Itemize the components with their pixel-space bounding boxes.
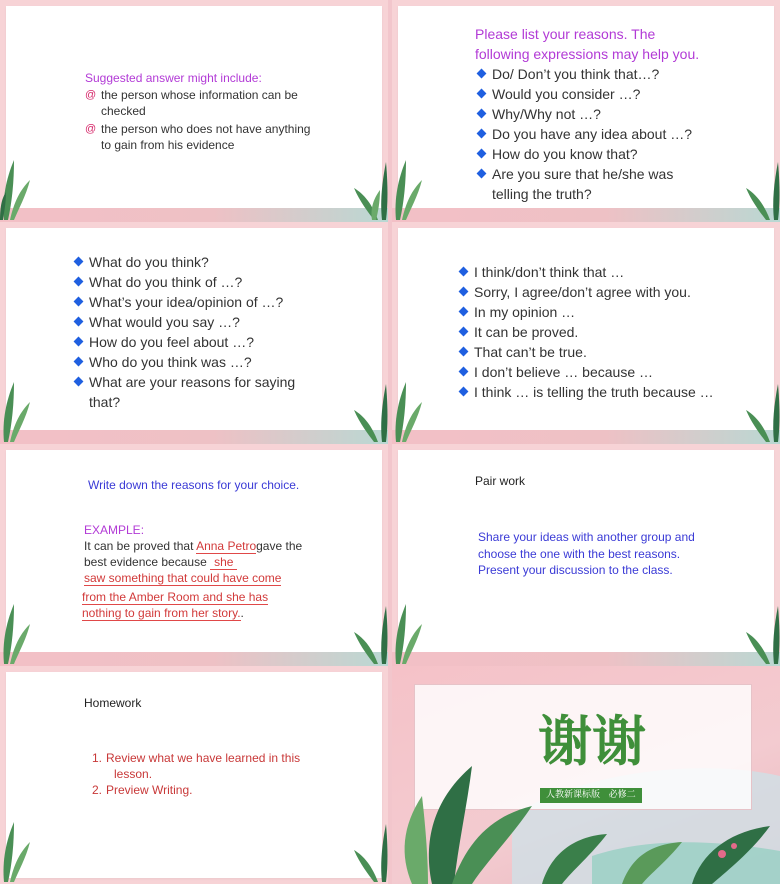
slide-1[interactable] <box>0 0 388 222</box>
plant-right-icon <box>352 602 388 664</box>
diamond-bullet-icon <box>459 287 469 297</box>
bottom-band <box>392 430 780 444</box>
suggested-heading: Suggested answer might include: <box>85 71 262 85</box>
list-heading: Please list your reasons. The following expressions may help you. <box>475 26 700 62</box>
diamond-bullet-icon <box>74 297 84 307</box>
list-item: Are you sure that he/she was telling the truth? <box>476 164 756 204</box>
slide-8[interactable] <box>392 666 780 884</box>
list-item: In my opinion … <box>458 302 758 322</box>
plant-left-icon <box>392 598 424 664</box>
list-item: Sorry, I agree/don’t agree with you. <box>458 282 758 302</box>
diamond-bullet-icon <box>459 387 469 397</box>
plant-right-icon <box>352 380 388 442</box>
pair-work-text: Share your ideas with another group and choose the one with the best reasons. Present your discussion to the class. <box>478 530 695 577</box>
bottom-band <box>392 652 780 666</box>
slide-4[interactable] <box>392 222 780 444</box>
list-item: I think … is telling the truth because … <box>458 382 758 402</box>
list-item: Do you have any idea about …? <box>476 124 756 144</box>
slide-3[interactable] <box>0 222 388 444</box>
diamond-bullet-icon <box>459 367 469 377</box>
list-item: What do you think of …? <box>73 272 333 292</box>
list-item: I don’t believe … because … <box>458 362 758 382</box>
instruction-text: Write down the reasons for your choice. <box>88 478 300 492</box>
plant-right-icon <box>744 602 780 664</box>
list-item: What’s your idea/opinion of …? <box>73 292 333 312</box>
list-item: That can’t be true. <box>458 342 758 362</box>
diamond-bullet-icon <box>477 129 487 139</box>
diamond-bullet-icon <box>459 267 469 277</box>
answer-line-1: saw something that could have come <box>84 571 282 585</box>
answer-line-2: from the Amber Room and she has <box>82 590 269 604</box>
plant-left-icon <box>0 816 32 882</box>
list-item: 2. Preview Writing. <box>92 783 193 797</box>
plant-left-icon <box>0 376 32 442</box>
diamond-bullet-icon <box>477 89 487 99</box>
at-bullet-icon: @ <box>85 123 97 135</box>
homework-list <box>92 750 332 798</box>
diamond-bullet-icon <box>74 357 84 367</box>
diamond-bullet-icon <box>477 169 487 179</box>
expression-list <box>476 64 756 204</box>
plant-left-icon <box>0 154 32 220</box>
answer-name: Anna Petro <box>196 539 257 553</box>
list-item: 1. Review what we have learned in this lesson. <box>92 751 301 781</box>
bottom-band <box>0 430 388 444</box>
plant-left-icon <box>392 154 424 220</box>
diamond-bullet-icon <box>477 69 487 79</box>
plant-left-icon <box>392 376 424 442</box>
diamond-bullet-icon <box>459 327 469 337</box>
example-line-1: It can be proved that Anna Petrogave the <box>84 539 303 553</box>
list-item: @ the person whose information can be checked <box>85 88 298 118</box>
plant-right-icon <box>744 158 780 220</box>
question-list <box>73 252 333 412</box>
list-item: It can be proved. <box>458 322 758 342</box>
list-item: What do you think? <box>73 252 333 272</box>
diamond-bullet-icon <box>477 149 487 159</box>
list-item: What are your reasons for saying that? <box>73 372 333 412</box>
diamond-bullet-icon <box>74 277 84 287</box>
diamond-bullet-icon <box>74 377 84 387</box>
diamond-bullet-icon <box>74 317 84 327</box>
diamond-bullet-icon <box>477 109 487 119</box>
tropical-plants-icon <box>392 666 780 884</box>
slide-7[interactable] <box>0 666 388 884</box>
plant-right-icon <box>352 158 388 220</box>
slide-title: Pair work <box>475 474 526 488</box>
slide-2[interactable] <box>392 0 780 222</box>
list-item: Why/Why not …? <box>476 104 756 124</box>
list-item: @ the person who does not have anything to gain from his evidence <box>85 122 311 152</box>
plant-right-icon <box>744 380 780 442</box>
plant-right-icon <box>352 820 388 882</box>
list-item: Who do you think was …? <box>73 352 333 372</box>
list-item: Do/ Don’t you think that…? <box>476 64 756 84</box>
response-list <box>458 262 758 402</box>
bottom-band <box>0 208 388 222</box>
list-item: I think/don’t think that … <box>458 262 758 282</box>
bottom-band <box>392 208 780 222</box>
list-item: How do you feel about …? <box>73 332 333 352</box>
example-label: EXAMPLE: <box>84 523 145 537</box>
list-item: Would you consider …? <box>476 84 756 104</box>
answer-she: she <box>210 555 237 570</box>
plant-left-icon <box>0 598 32 664</box>
slide-title: Homework <box>84 696 142 710</box>
diamond-bullet-icon <box>459 347 469 357</box>
suggestion-list <box>85 87 325 155</box>
list-item: What would you say …? <box>73 312 333 332</box>
diamond-bullet-icon <box>459 307 469 317</box>
at-bullet-icon: @ <box>85 89 97 101</box>
slide-6[interactable] <box>392 444 780 666</box>
diamond-bullet-icon <box>74 257 84 267</box>
diamond-bullet-icon <box>74 337 84 347</box>
bottom-band <box>0 652 388 666</box>
example-line-2: best evidence because she <box>84 554 237 571</box>
thanks-title: 谢谢 <box>538 710 646 773</box>
slide-5[interactable] <box>0 444 388 666</box>
list-item: How do you know that? <box>476 144 756 164</box>
answer-line-3: nothing to gain from her story.. <box>82 606 244 620</box>
course-badge: 人教新课标版 必修二 <box>540 788 642 803</box>
